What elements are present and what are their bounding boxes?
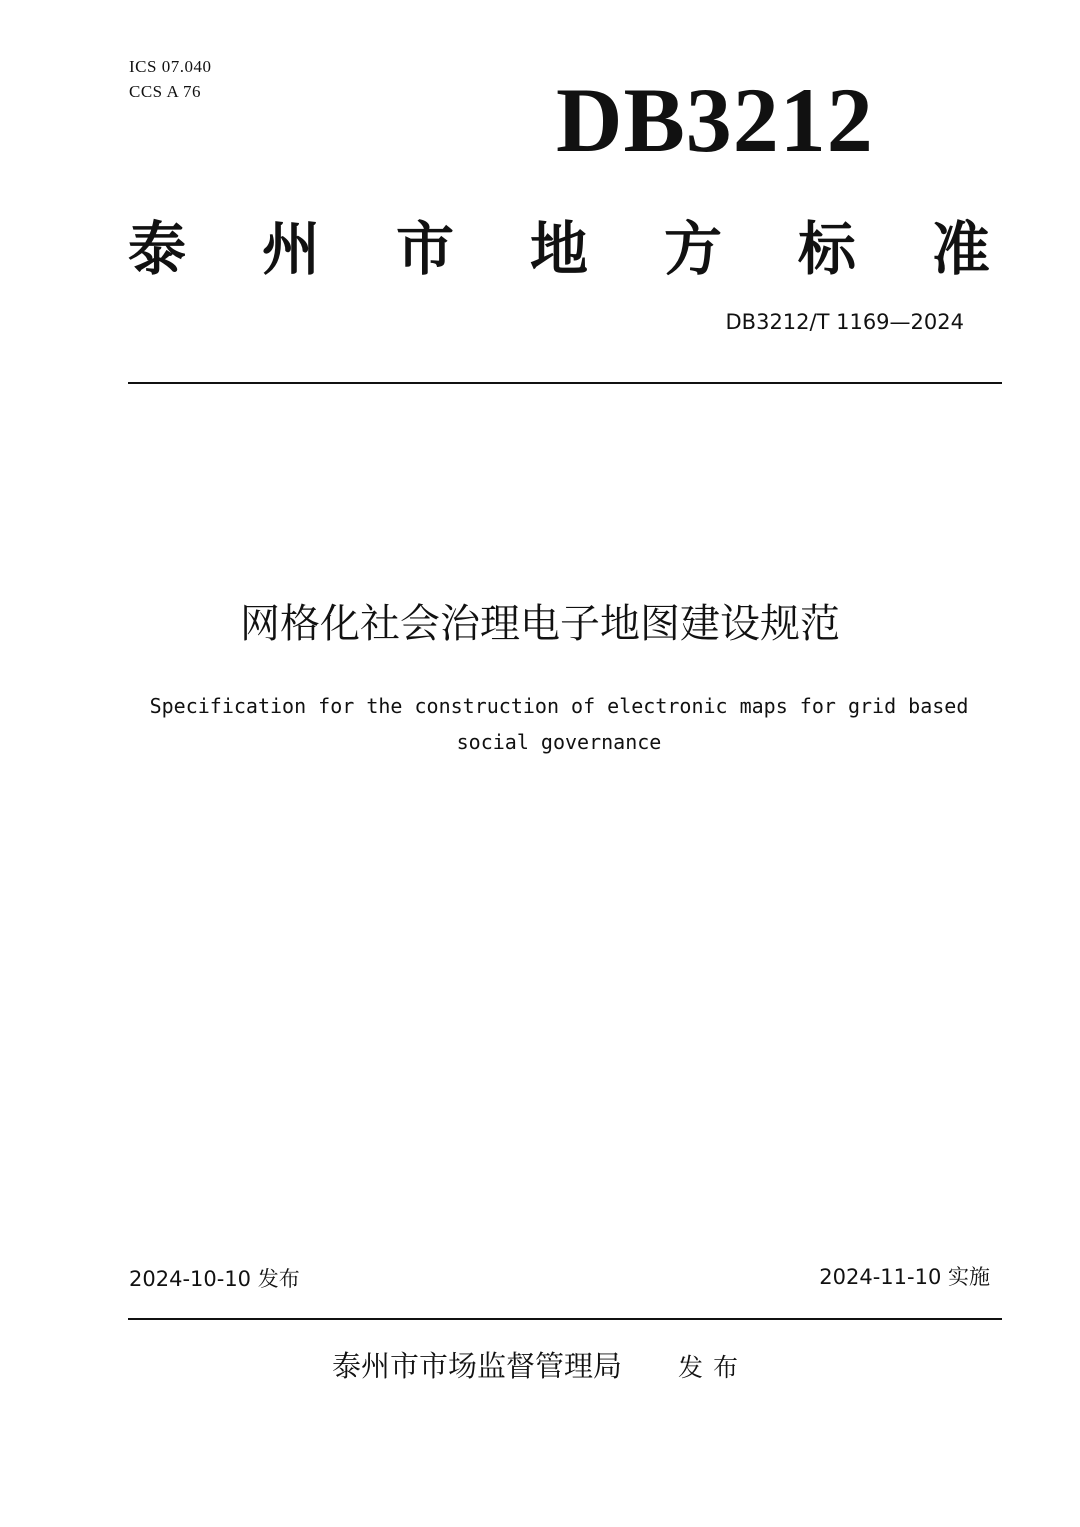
title-english-line: Specification for the construction of electronic maps for grid based bbox=[149, 694, 969, 718]
standard-type-heading bbox=[128, 216, 990, 282]
title-english-line: social governance bbox=[456, 730, 662, 754]
publisher-action: 发布 bbox=[678, 1353, 749, 1382]
title-chinese: 网格化社会治理电子地图建设规范 bbox=[240, 601, 840, 647]
standard-type-char: 泰 bbox=[128, 215, 187, 283]
implementation-date: 2024-11-10 实施 bbox=[819, 1265, 990, 1289]
standard-type-char: 准 bbox=[931, 215, 990, 283]
standard-type-char: 州 bbox=[261, 215, 320, 283]
standard-type-char: 地 bbox=[529, 215, 588, 283]
publisher-line bbox=[0, 1346, 1080, 1388]
publisher-name: 泰州市市场监督管理局 bbox=[331, 1349, 622, 1383]
db-standard-code: DB3212 bbox=[556, 69, 874, 171]
issue-date: 2024-10-10 发布 bbox=[129, 1267, 300, 1291]
standard-type-char: 方 bbox=[663, 215, 722, 283]
standard-type-char: 市 bbox=[395, 215, 454, 283]
standard-number: DB3212/T 1169—2024 bbox=[725, 310, 964, 334]
ccs-code: CCS A 76 bbox=[129, 82, 202, 101]
classification-codes bbox=[129, 54, 211, 104]
title-english bbox=[110, 688, 1008, 760]
bottom-divider bbox=[128, 1318, 1002, 1320]
standard-type-char: 标 bbox=[797, 215, 856, 283]
ics-code: ICS 07.040 bbox=[129, 57, 212, 76]
top-divider bbox=[128, 382, 1002, 384]
